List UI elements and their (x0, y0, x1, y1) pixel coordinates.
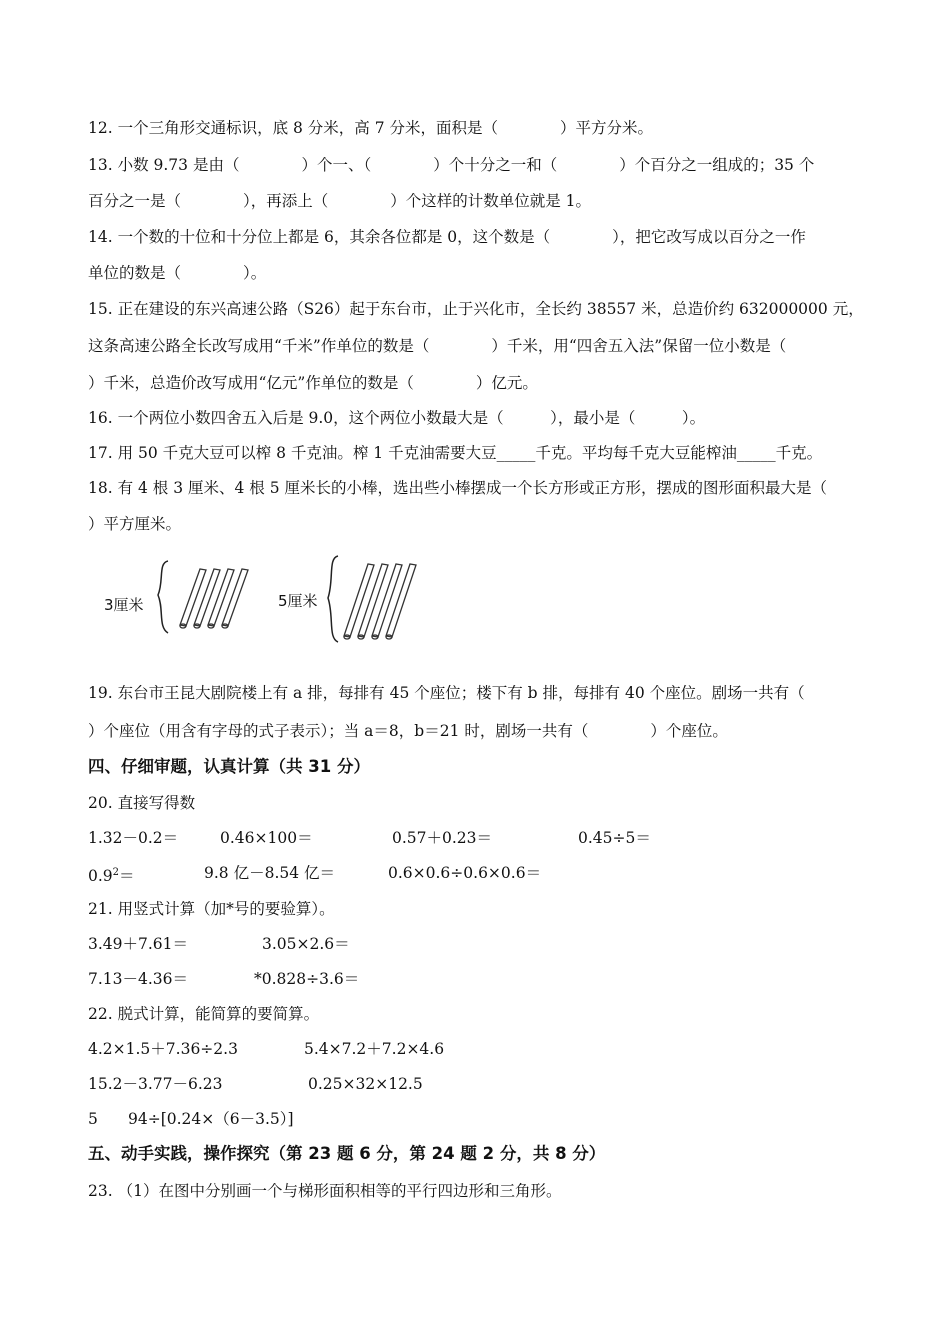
calc-20-f: 9.8 亿－8.54 亿＝ (204, 864, 336, 882)
question-17: 17. 用 50 千克大豆可以榨 8 千克油。榨 1 千克油需要大豆_____千克。平均每千克大豆能榨油_____千克。 (88, 444, 823, 462)
question-18-line1: 18. 有 4 根 3 厘米、4 根 5 厘米长的小棒，选出些小棒摆成一个长方形或正方形，摆成的图形面积最大是（ (88, 479, 828, 497)
question-13-line2: 百分之一是（ ），再添上（ ）个这样的计数单位就是 1。 (88, 192, 592, 210)
calc-20-b: 0.46×100＝ (220, 829, 313, 847)
calc-20-e: $0.9^2=$ (88, 867, 135, 886)
calc-21-a: 3.49＋7.61＝ (88, 935, 189, 953)
question-15-line2: 这条高速公路全长改写成用“千米”作单位的数是（ ）千米，用“四舍五入法”保留一位小数是（ (88, 337, 787, 355)
sticks-5cm-figure (318, 550, 428, 650)
question-19-line2: ）个座位（用含有字母的式子表示）；当 a＝8，b＝21 时，剧场一共有（ ）个座位。 (88, 722, 728, 740)
calc-20-d: 0.45÷5＝ (578, 829, 651, 847)
calc-22-c: 15.2－3.77－6.23 (88, 1075, 223, 1093)
sticks-3cm-figure (150, 555, 260, 640)
question-14-line2: 单位的数是（ ）。 (88, 264, 267, 282)
question-18-line2: ）平方厘米。 (88, 515, 182, 533)
calc-20-a: 1.32－0.2＝ (88, 829, 179, 847)
calc-22-e-num: 5 (88, 1110, 98, 1128)
calc-22-e: 94÷[0.24×（6－3.5）] (128, 1110, 294, 1128)
calc-22-b: 5.4×7.2＋7.2×4.6 (304, 1040, 445, 1058)
calc-22-d: 0.25×32×12.5 (308, 1075, 423, 1093)
calc-22-a: 4.2×1.5＋7.36÷2.3 (88, 1040, 238, 1058)
question-22: 22. 脱式计算，能简算的要简算。 (88, 1005, 320, 1023)
question-15-line3: ）千米，总造价改写成用“亿元”作单位的数是（ ）亿元。 (88, 374, 538, 392)
question-13-line1: 13. 小数 9.73 是由（ ）个一、（ ）个十分之一和（ ）个百分之一组成的；35 个 (88, 156, 815, 174)
section-4-heading: 四、仔细审题，认真计算（共 31 分） (88, 757, 370, 776)
calc-21-d: *0.828÷3.6＝ (254, 970, 360, 988)
question-14-line1: 14. 一个数的十位和十分位上都是 6，其余各位都是 0，这个数是（ ），把它改写成以百分之一作 (88, 228, 806, 246)
question-21: 21. 用竖式计算（加*号的要验算）。 (88, 900, 335, 918)
calc-20-c: 0.57＋0.23＝ (392, 829, 493, 847)
section-5-heading: 五、动手实践，操作探究（第 23 题 6 分，第 24 题 2 分，共 8 分） (88, 1144, 606, 1163)
calc-20-g: 0.6×0.6÷0.6×0.6＝ (388, 864, 542, 882)
question-20: 20. 直接写得数 (88, 794, 196, 812)
calc-21-c: 7.13－4.36＝ (88, 970, 189, 988)
question-19-line1: 19. 东台市王昆大剧院楼上有 a 排，每排有 45 个座位；楼下有 b 排，每排有 40 个座位。剧场一共有（ (88, 684, 805, 702)
question-16: 16. 一个两位小数四舍五入后是 9.0，这个两位小数最大是（ ），最小是（ ）。 (88, 409, 706, 427)
calc-21-b: 3.05×2.6＝ (262, 935, 350, 953)
stick-label-3cm: 3厘米 (104, 596, 144, 614)
question-23: 23. （1）在图中分别画一个与梯形面积相等的平行四边形和三角形。 (88, 1182, 562, 1200)
question-15-line1: 15. 正在建设的东兴高速公路（S26）起于东台市，止于兴化市，全长约 38557 米，总造价约 632000000 元， (88, 300, 864, 318)
question-12: 12. 一个三角形交通标识，底 8 分米，高 7 分米，面积是（ ）平方分米。 (88, 119, 654, 137)
stick-label-5cm: 5厘米 (278, 592, 318, 610)
